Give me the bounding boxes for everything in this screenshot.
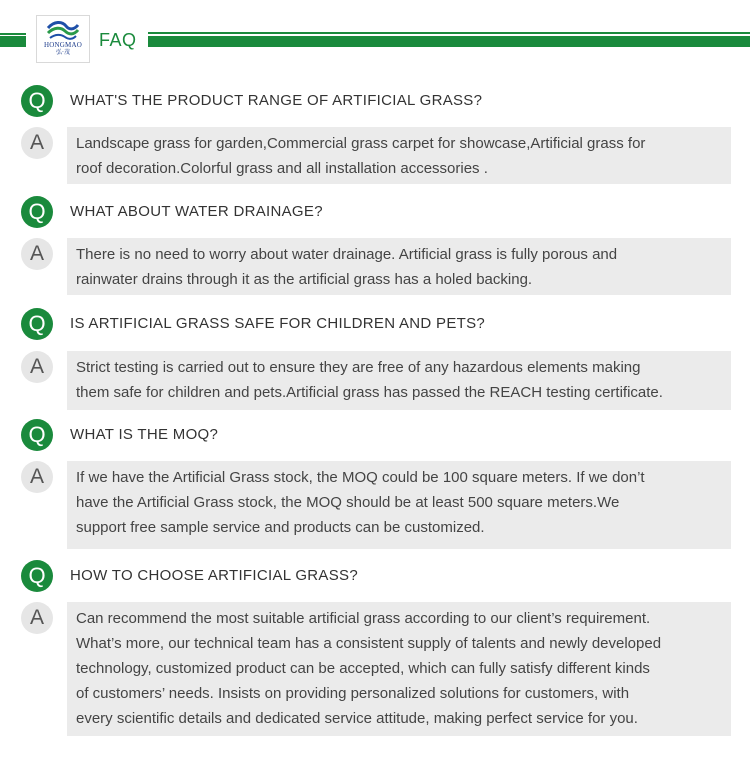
faq-answer xyxy=(67,127,731,184)
answer-marker-icon: A xyxy=(21,238,53,270)
header-rule-right-thin xyxy=(148,32,750,34)
logo-brand-text: HONGMAO xyxy=(44,41,82,49)
answer-line: Strict testing is carried out to ensure they are free of any hazardous elements making xyxy=(76,359,641,376)
question-marker-icon: Q xyxy=(21,419,53,451)
answer-line: technology, customized product can be accepted, which can fully satisfy different kinds xyxy=(76,660,650,677)
header-rule-right xyxy=(148,36,750,47)
answer-line: What’s more, our technical team has a consistent supply of talents and newly developed xyxy=(76,635,662,652)
answer-marker-icon: A xyxy=(21,127,53,159)
faq-answer xyxy=(67,602,731,736)
brand-logo xyxy=(36,15,90,63)
answer-line: roof decoration.Colorful grass and all installation accessories . xyxy=(76,160,488,177)
faq-question: WHAT'S THE PRODUCT RANGE OF ARTIFICIAL GRASS? xyxy=(70,92,483,109)
header-rule-left-thin xyxy=(0,33,26,35)
answer-line: have the Artificial Grass stock, the MOQ should be at least 500 square meters.We xyxy=(76,494,620,511)
faq-header xyxy=(0,0,750,70)
wave-logo-icon xyxy=(46,19,80,41)
faq-question: WHAT ABOUT WATER DRAINAGE? xyxy=(70,203,323,220)
answer-line: rainwater drains through it as the artificial grass has a holed backing. xyxy=(76,271,533,288)
answer-marker-icon: A xyxy=(21,602,53,634)
header-rule-left xyxy=(0,36,26,47)
answer-marker-icon: A xyxy=(21,351,53,383)
answer-line: them safe for children and pets.Artificial grass has passed the REACH testing certificate. xyxy=(76,384,663,401)
answer-line: every scientific details and dedicated service attitude, making perfect service for you. xyxy=(76,710,638,727)
faq-question: HOW TO CHOOSE ARTIFICIAL GRASS? xyxy=(70,567,358,584)
page-title: FAQ xyxy=(99,30,137,50)
faq-answer xyxy=(67,351,731,410)
answer-line: of customers’ needs. Insists on providing personalized solutions for customers, with xyxy=(76,685,630,702)
question-marker-icon: Q xyxy=(21,196,53,228)
answer-marker-icon: A xyxy=(21,461,53,493)
answer-line: There is no need to worry about water drainage. Artificial grass is fully porous and xyxy=(76,246,618,263)
question-marker-icon: Q xyxy=(21,560,53,592)
answer-line: Can recommend the most suitable artificial grass according to our client’s requirement. xyxy=(76,610,651,627)
question-marker-icon: Q xyxy=(21,308,53,340)
faq-answer xyxy=(67,238,731,295)
answer-line: If we have the Artificial Grass stock, the MOQ could be 100 square meters. If we don’t xyxy=(76,469,645,486)
logo-sub-text: 弘·茂 xyxy=(56,49,70,56)
faq-question: WHAT IS THE MOQ? xyxy=(70,426,219,443)
answer-line: support free sample service and products can be customized. xyxy=(76,519,485,536)
faq-question: IS ARTIFICIAL GRASS SAFE FOR CHILDREN AND PETS? xyxy=(70,315,486,332)
question-marker-icon: Q xyxy=(21,85,53,117)
faq-answer xyxy=(67,461,731,549)
answer-line: Landscape grass for garden,Commercial grass carpet for showcase,Artificial grass for xyxy=(76,135,646,152)
